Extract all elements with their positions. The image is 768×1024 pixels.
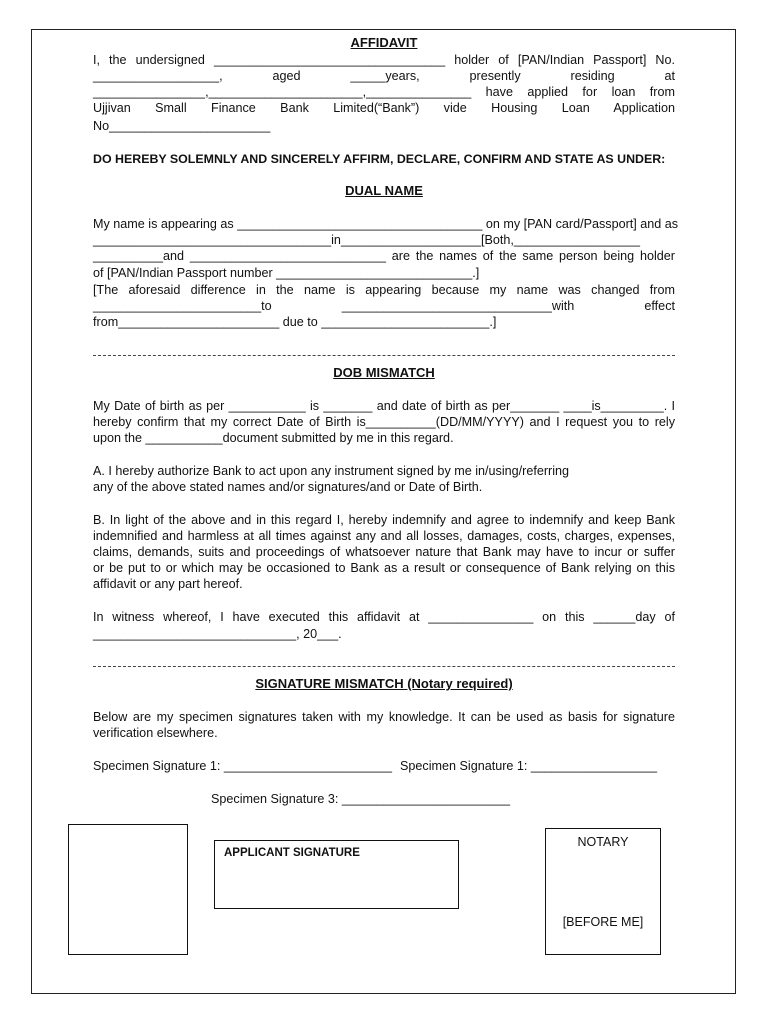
dual-name-line-6: ________________________to ______________________________with effect xyxy=(93,299,675,313)
signature-line-2: verification elsewhere. xyxy=(93,726,218,740)
dual-name-line-1: My name is appearing as ___________________________________ on my [PAN card/Passport] and as xyxy=(93,217,679,231)
clause-b-line-2: indemnified and harmless at all times against any and all losses, damages, costs, charges, expenses, xyxy=(93,529,675,543)
signature-heading: SIGNATURE MISMATCH (Notary required) xyxy=(255,676,513,691)
applicant-signature-box xyxy=(214,840,459,909)
clause-a-line-2: any of the above stated names and/or signatures/and or Date of Birth. xyxy=(93,480,483,494)
intro-line-2: __________________, aged _____years, presently residing at xyxy=(93,69,675,83)
specimen-signature-2: Specimen Signature 1: __________________ xyxy=(400,759,657,773)
section-divider xyxy=(93,355,675,356)
clause-b-line-3: claims, demands, suits and proceedings of whatsoever nature that Bank may have to incur or suffer xyxy=(93,545,675,559)
dual-name-line-2: __________________________________in____________________[Both,__________________ xyxy=(93,233,640,247)
dob-line-1: My Date of birth as per ___________ is _______ and date of birth as per_______ ____is_________. I xyxy=(93,399,675,413)
section-divider xyxy=(93,666,675,667)
witness-line-1: In witness whereof, I have executed this affidavit at _______________ on this ______day of xyxy=(93,610,675,624)
witness-line-2: _____________________________, 20___. xyxy=(93,627,342,641)
clause-b-line-4: or be put to or which may be occasioned to Bank as a result or consequence of Bank relying on this xyxy=(93,561,675,575)
declaration-statement: DO HEREBY SOLEMNLY AND SINCERELY AFFIRM, DECLARE, CONFIRM AND STATE AS UNDER: xyxy=(93,152,666,166)
specimen-signature-1: Specimen Signature 1: ________________________ xyxy=(93,759,393,773)
dob-heading: DOB MISMATCH xyxy=(333,365,435,380)
dual-name-line-7: from_______________________ due to ________________________.] xyxy=(93,315,497,329)
intro-line-4: Ujjivan Small Finance Bank Limited(“Bank”) vide Housing Loan Application xyxy=(93,101,675,115)
dual-name-line-4: of [PAN/Indian Passport number ____________________________.] xyxy=(93,266,480,280)
intro-line-3: ________________,______________________,_______________ have applied for loan from xyxy=(93,85,675,99)
photo-box xyxy=(68,824,188,955)
clause-b-line-5: affidavit or any part hereof. xyxy=(93,577,243,591)
dual-name-line-3: __________and ____________________________ are the names of the same person being holder xyxy=(93,249,675,263)
dob-line-3: upon the ___________document submitted by me in this regard. xyxy=(93,431,454,445)
document-title: AFFIDAVIT xyxy=(350,35,418,50)
dob-line-2: hereby confirm that my correct Date of Birth is__________(DD/MM/YYYY) and I request you to rely xyxy=(93,415,675,429)
dual-name-heading: DUAL NAME xyxy=(345,183,423,198)
notary-label: NOTARY xyxy=(577,835,629,849)
intro-line-5: No_______________________ xyxy=(93,119,271,133)
intro-line-1: I, the undersigned _________________________________ holder of [PAN/Indian Passport] No. xyxy=(93,53,675,67)
notary-box xyxy=(545,828,661,955)
clause-b-line-1: B. In light of the above and in this regard I, hereby indemnify and agree to indemnify and keep Bank xyxy=(93,513,675,527)
before-me-label: [BEFORE ME] xyxy=(562,915,644,929)
dual-name-line-5: [The aforesaid difference in the name is appearing because my name was changed from xyxy=(93,283,675,297)
signature-line-1: Below are my specimen signatures taken with my knowledge. It can be used as basis for signature xyxy=(93,710,675,724)
specimen-signature-3: Specimen Signature 3: ________________________ xyxy=(211,792,511,806)
applicant-signature-label: APPLICANT SIGNATURE xyxy=(224,847,360,859)
clause-a-line-1: A. I hereby authorize Bank to act upon any instrument signed by me in/using/referring xyxy=(93,464,570,478)
